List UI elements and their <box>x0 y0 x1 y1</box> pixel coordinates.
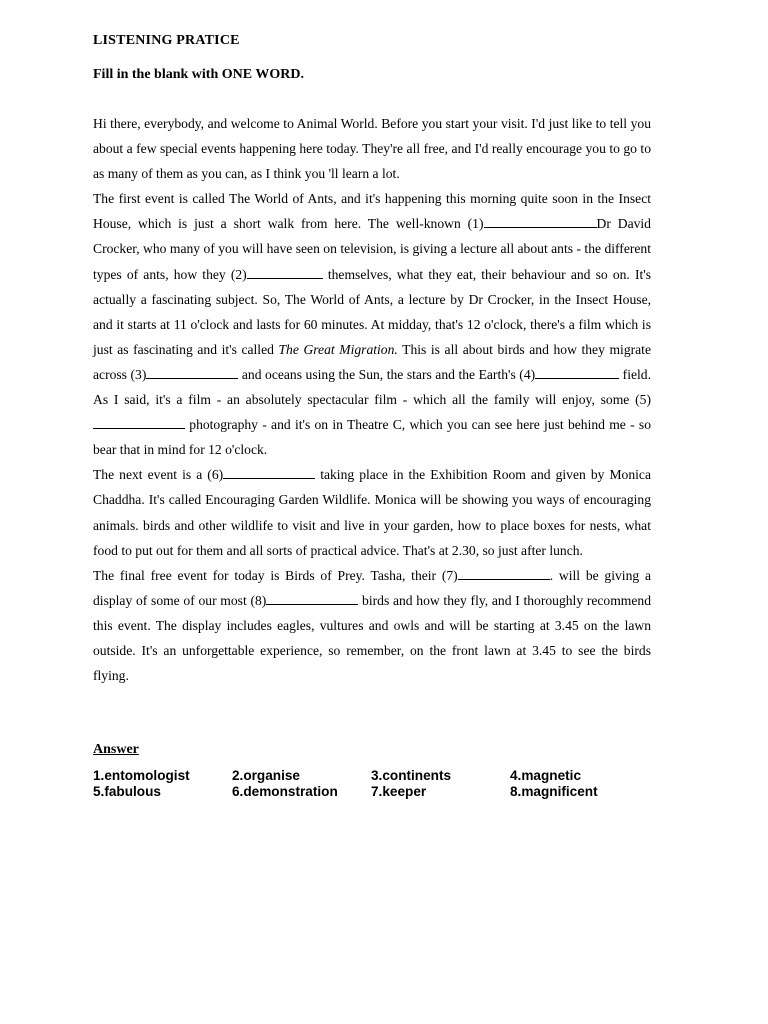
passage-text: photography - and it's on in Theatre C, which you can see here just behind me - so bear that in mind for 12 o'clock. <box>93 417 651 458</box>
paragraph-final-event <box>93 563 651 688</box>
film-title: The Great Migration. <box>278 341 398 357</box>
answer-item: 4.magnetic <box>510 768 582 783</box>
passage-text: The first event is called The World of Ants, and it's happening this morning quite soon in the Insect House, which is just a short walk from here. The well-known <box>93 191 651 232</box>
blank-7[interactable] <box>458 567 550 580</box>
blank-number: (1) <box>467 216 484 232</box>
blank-4[interactable] <box>535 366 619 379</box>
answer-item: 3.continents <box>371 768 452 783</box>
blank-1[interactable] <box>484 215 597 228</box>
passage-text: This is all about birds and how they migrate across <box>93 341 651 382</box>
answer-heading: Answer <box>93 742 139 757</box>
passage-text: field. As I said, it's a film - an absolutely spectacular film - which all the family will enjoy, some <box>93 366 651 408</box>
answer-key <box>93 768 649 800</box>
passage-text: . will be giving a display of some of our most <box>93 567 651 608</box>
paragraph-next-event <box>93 462 651 562</box>
blank-number: (3) <box>130 366 147 382</box>
blank-2[interactable] <box>247 266 323 279</box>
passage-text: and oceans using the Sun, the stars and the Earth's <box>238 366 520 382</box>
instruction-text: Fill in the blank with ONE WORD. <box>93 67 304 82</box>
page-title: LISTENING PRATICE <box>93 33 240 48</box>
blank-8[interactable] <box>266 592 358 605</box>
passage-text: taking place in the Exhibition Room and given by Monica Chaddha. It's called Encouraging Garden Wildlife. Monica will be showing you ways of encouraging animals. birds and other wildlife to visit and live in your garden, how to place boxes for nests, what food to put out for them and all sorts of practical advice. That's at 2.30, so just after lunch. <box>93 467 651 558</box>
passage-text: The next event is a <box>93 467 208 483</box>
answer-row <box>93 784 649 800</box>
passage-text: themselves, what they eat, their behaviour and so on. It's actually a fascinating subject. So, The World of Ants, a lecture by Dr Crocker, in the Insect House, and it starts at 11 o'clock and lasts for 60 minutes. At midday, that's 12 o'clock, there's a film which is just as fascinating and it's called <box>93 266 652 357</box>
passage-text: The final free event for today is Birds of Prey. Tasha, their <box>93 567 442 583</box>
answer-item: 8.magnificent <box>510 784 598 799</box>
answer-row <box>93 768 649 784</box>
blank-number: (7) <box>441 567 458 583</box>
blank-number: (6) <box>207 467 224 483</box>
blank-number: (8) <box>250 592 267 608</box>
passage-text: birds and how they fly, and I thoroughly recommend this event. The display includes eagles, vultures and owls and will be starting at 3.45 on the lawn outside. It's an unforgettable experience, so remember, on the front lawn at 3.45 to see the birds flying. <box>93 592 651 684</box>
blank-6[interactable] <box>223 466 315 479</box>
answer-item: 7.keeper <box>371 784 427 799</box>
paragraph-first-event <box>93 186 651 462</box>
blank-number: (5) <box>635 392 651 408</box>
paragraph-intro: Hi there, everybody, and welcome to Animal World. Before you start your visit. I'd just like to tell you about a few special events happening here today. They're all free, and I'd really encourage you to go to as many of them as you can, as I think you 'll learn a lot. <box>93 116 651 182</box>
blank-number: (4) <box>519 366 536 382</box>
blank-number: (2) <box>230 266 247 282</box>
answer-item: 6.demonstration <box>232 784 338 799</box>
listening-passage <box>93 111 651 688</box>
answer-item: 2.organise <box>232 768 300 783</box>
answer-item: 1.entomologist <box>93 768 190 783</box>
passage-text: Dr David Crocker, who many of you will have seen on television, is giving a lecture all about ants - the different types of ants, how they <box>93 216 651 282</box>
blank-3[interactable] <box>146 366 238 379</box>
blank-5[interactable] <box>93 416 185 429</box>
answer-item: 5.fabulous <box>93 784 161 799</box>
